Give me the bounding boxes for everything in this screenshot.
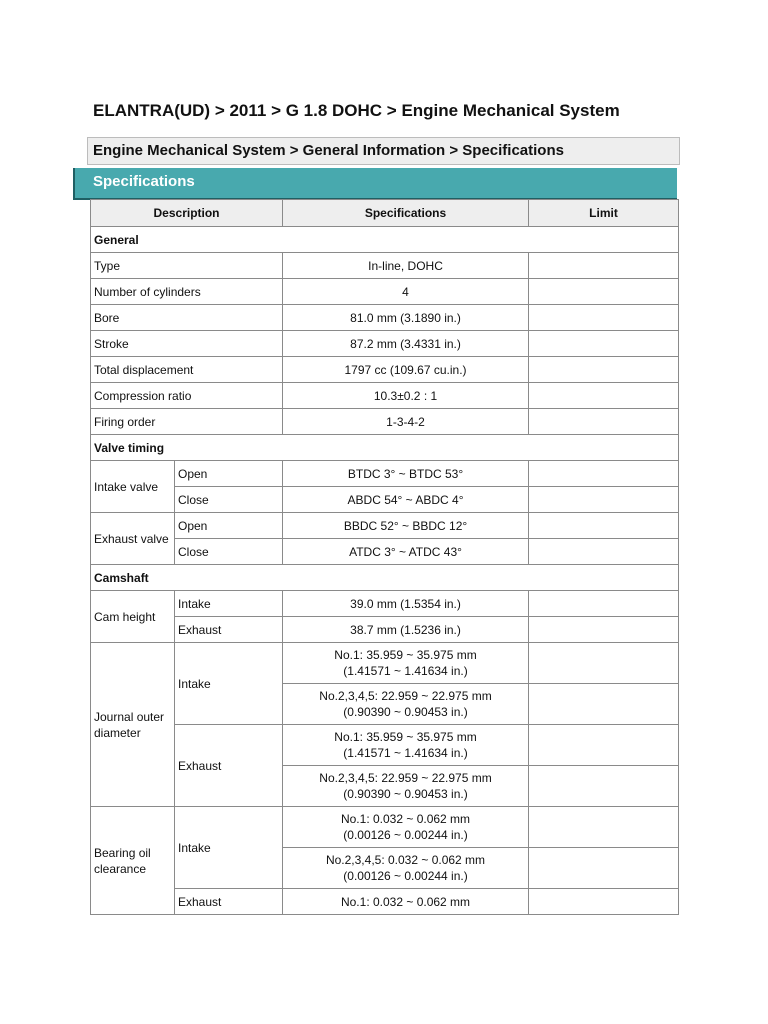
row-spec: ATDC 3° ~ ATDC 43° — [283, 539, 529, 565]
row-spec — [283, 643, 529, 684]
row-desc: Type — [91, 253, 283, 279]
spec-line: No.1: 35.959 ~ 35.975 mm — [334, 648, 477, 662]
row-spec: In-line, DOHC — [283, 253, 529, 279]
section-header: Specifications — [73, 168, 677, 200]
row-spec — [283, 725, 529, 766]
header-specifications: Specifications — [283, 200, 529, 227]
table-row — [91, 305, 679, 331]
row-spec: 1797 cc (109.67 cu.in.) — [283, 357, 529, 383]
row-limit — [529, 383, 679, 409]
row-spec — [283, 848, 529, 889]
document-title: ELANTRA(UD) > 2011 > G 1.8 DOHC > Engine Mechanical System — [93, 101, 620, 120]
table-row — [91, 461, 679, 487]
table-row — [91, 409, 679, 435]
table-row — [91, 643, 679, 684]
row-spec: 39.0 mm (1.5354 in.) — [283, 591, 529, 617]
row-spec — [283, 766, 529, 807]
row-desc: Firing order — [91, 409, 283, 435]
group-valve-timing: Valve timing — [91, 435, 679, 461]
row-limit — [529, 357, 679, 383]
row-limit — [529, 643, 679, 684]
row-limit — [529, 684, 679, 725]
intake-label: Intake — [175, 807, 283, 889]
row-limit — [529, 331, 679, 357]
row-spec: 10.3±0.2 : 1 — [283, 383, 529, 409]
table-row — [91, 487, 679, 513]
table-row — [91, 253, 679, 279]
row-limit — [529, 848, 679, 889]
table-row — [91, 591, 679, 617]
table-row — [91, 513, 679, 539]
table-row — [91, 279, 679, 305]
row-spec: BTDC 3° ~ BTDC 53° — [283, 461, 529, 487]
row-limit — [529, 487, 679, 513]
row-spec — [283, 684, 529, 725]
spec-line: No.2,3,4,5: 0.032 ~ 0.062 mm — [325, 853, 486, 867]
row-desc: Compression ratio — [91, 383, 283, 409]
row-desc: Bore — [91, 305, 283, 331]
spec-line: (0.90390 ~ 0.90453 in.) — [343, 787, 468, 801]
row-spec: 87.2 mm (3.4331 in.) — [283, 331, 529, 357]
exhaust-label: Exhaust — [175, 617, 283, 643]
intake-label: Intake — [175, 643, 283, 725]
row-spec: 38.7 mm (1.5236 in.) — [283, 617, 529, 643]
row-spec: 4 — [283, 279, 529, 305]
row-desc: Stroke — [91, 331, 283, 357]
row-limit — [529, 725, 679, 766]
row-limit — [529, 591, 679, 617]
group-general: General — [91, 227, 679, 253]
group-camshaft: Camshaft — [91, 565, 679, 591]
group-row — [91, 435, 679, 461]
close-label: Close — [175, 539, 283, 565]
table-row — [91, 725, 679, 766]
header-description: Description — [91, 200, 283, 227]
table-row — [91, 617, 679, 643]
spec-line: No.1: 0.032 ~ 0.062 mm — [340, 812, 471, 826]
journal-outer-diameter-label: Journal outer diameter — [91, 643, 175, 807]
table-row — [91, 807, 679, 848]
spec-line: (1.41571 ~ 1.41634 in.) — [343, 746, 468, 760]
table-row — [91, 383, 679, 409]
row-spec: 81.0 mm (3.1890 in.) — [283, 305, 529, 331]
row-limit — [529, 617, 679, 643]
spec-line: No.1: 35.959 ~ 35.975 mm — [334, 730, 477, 744]
exhaust-label: Exhaust — [175, 725, 283, 807]
row-limit — [529, 409, 679, 435]
breadcrumb: Engine Mechanical System > General Information > Specifications — [87, 137, 680, 165]
row-spec: ABDC 54° ~ ABDC 4° — [283, 487, 529, 513]
row-spec: BBDC 52° ~ BBDC 12° — [283, 513, 529, 539]
row-limit — [529, 305, 679, 331]
table-row — [91, 889, 679, 915]
header-limit: Limit — [529, 200, 679, 227]
exhaust-valve-label: Exhaust valve — [91, 513, 175, 565]
row-spec: No.1: 0.032 ~ 0.062 mm — [283, 889, 529, 915]
bearing-oil-clearance-label: Bearing oil clearance — [91, 807, 175, 915]
row-desc: Total displacement — [91, 357, 283, 383]
spec-line: (1.41571 ~ 1.41634 in.) — [343, 664, 468, 678]
open-label: Open — [175, 513, 283, 539]
row-spec: 1-3-4-2 — [283, 409, 529, 435]
row-limit — [529, 889, 679, 915]
table-row — [91, 331, 679, 357]
spec-line: No.2,3,4,5: 22.959 ~ 22.975 mm — [319, 689, 492, 703]
table-row — [91, 357, 679, 383]
row-limit — [529, 253, 679, 279]
row-limit — [529, 513, 679, 539]
row-limit — [529, 279, 679, 305]
group-row — [91, 227, 679, 253]
close-label: Close — [175, 487, 283, 513]
table-row — [91, 539, 679, 565]
intake-valve-label: Intake valve — [91, 461, 175, 513]
spec-line: (0.00126 ~ 0.00244 in.) — [343, 869, 468, 883]
row-desc: Number of cylinders — [91, 279, 283, 305]
intake-label: Intake — [175, 591, 283, 617]
specifications-table — [90, 199, 679, 915]
exhaust-label: Exhaust — [175, 889, 283, 915]
cam-height-label: Cam height — [91, 591, 175, 643]
table-header-row — [91, 200, 679, 227]
row-limit — [529, 766, 679, 807]
spec-line: (0.00126 ~ 0.00244 in.) — [343, 828, 468, 842]
group-row — [91, 565, 679, 591]
spec-line: No.2,3,4,5: 22.959 ~ 22.975 mm — [319, 771, 492, 785]
row-limit — [529, 539, 679, 565]
spec-line: (0.90390 ~ 0.90453 in.) — [343, 705, 468, 719]
row-limit — [529, 807, 679, 848]
row-limit — [529, 461, 679, 487]
row-spec — [283, 807, 529, 848]
open-label: Open — [175, 461, 283, 487]
